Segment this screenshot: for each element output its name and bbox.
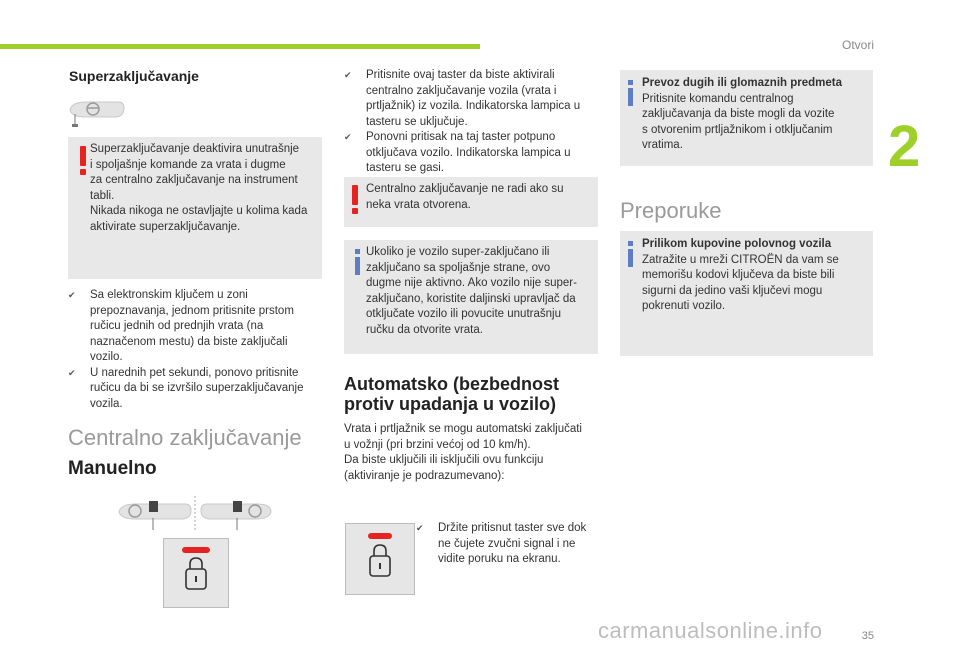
bullet-line: ✔ Sa elektronskim ključem u zoni <box>90 289 248 301</box>
info-line: zaključano sa spoljašnje strane, ovo <box>366 261 551 274</box>
body-line: u vožnji (pri brzini većoj od 10 km/h). <box>344 438 531 451</box>
info-line: dugme nije aktivno. Ako vozilo nije super- <box>366 277 577 289</box>
info-line: sigurni da jedino vaši ključevi mogu <box>642 284 823 297</box>
info-icon-dot <box>628 80 633 85</box>
door-handles-icon <box>115 494 275 534</box>
info-icon <box>355 257 360 275</box>
hold-button-step <box>416 521 606 568</box>
body-line: (aktiviranje je podrazumevano): <box>344 469 505 482</box>
warning-line: i spoljašnje komande za vrata i dugme <box>90 158 286 171</box>
bullet-line: ručicu jednih od prednjih vrata (na <box>90 320 264 332</box>
warning-line: Nikada nikoga ne ostavljajte u kolima kada <box>90 205 308 217</box>
list-item <box>344 130 600 177</box>
body-line: Da biste uključili ili isključili ovu funkciju <box>344 454 544 466</box>
info-line: zaključavanja da biste mogli da vozite <box>642 108 835 120</box>
list-item <box>68 366 324 413</box>
info-line: zaključano, koristite daljinski upravljač da <box>366 292 576 305</box>
superlock-title: Superzaključavanje <box>69 68 199 84</box>
warning-icon-dot <box>352 208 358 214</box>
warning-line: neka vrata otvorena. <box>366 198 471 211</box>
info-icon <box>628 249 633 267</box>
bullet-line: tasteru se gasi. <box>366 162 444 174</box>
warning-line: Superzaključavanje deaktivira unutrašnje <box>90 143 300 155</box>
recommendations-title: Preporuke <box>620 198 722 223</box>
bullet-line: centralno zaključavanje vozila (vrata i <box>366 84 557 97</box>
bullet-line: vozilo. <box>90 351 123 363</box>
bullet-line: ✔ Ponovni pritisak na taj taster potpuno <box>366 131 556 143</box>
bullet-line: ručicu da bi se izvršilo superzaključavanje <box>90 382 304 394</box>
info-line: Zatražite u mreži CITROËN da vam se <box>642 253 839 266</box>
page-number: 35 <box>861 630 874 642</box>
info-line: s otvorenim prtljažnikom i otključanim <box>642 123 833 136</box>
superlock-steps <box>68 288 324 412</box>
info-icon-dot <box>628 241 633 246</box>
warning-line: za centralno zaključavanje na instrument <box>90 174 298 186</box>
auto-lock-title <box>344 374 559 414</box>
list-item <box>344 68 600 130</box>
top-accent-bar <box>0 44 480 49</box>
bullet-line: vozila. <box>90 397 123 410</box>
list-item <box>68 288 324 366</box>
central-lock-switch <box>163 538 229 608</box>
section-title: Otvori <box>841 38 874 52</box>
bullet-line: ✔ Držite pritisnut taster sve dok <box>438 522 587 534</box>
warning-line: aktivirate superzaključavanje. <box>90 220 241 233</box>
auto-lock-title-line: Automatsko (bezbednost <box>344 374 560 394</box>
bullet-line: ✔ U narednih pet sekundi, ponovo pritisnite <box>90 366 299 379</box>
watermark: carmanualsonline.info <box>598 618 823 643</box>
body-line: Vrata i prtljažnik se mogu automatski zaključati <box>344 423 582 435</box>
info-box-title: Prevoz dugih ili glomaznih predmeta <box>642 77 842 89</box>
bullet-line: prtljažnik) iz vozila. Indikatorska lampica u <box>366 100 581 112</box>
lock-icon <box>346 524 414 594</box>
info-line: Pritisnite komandu centralnog <box>642 92 794 105</box>
warning-line: Centralno zaključavanje ne radi ako su <box>366 183 564 195</box>
auto-lock-body <box>344 422 604 484</box>
bullet-line: prepoznavanja, jednom pritisnite prstom <box>90 304 294 317</box>
bullet-line: naznačenom mestu) da biste zaključali <box>90 335 288 348</box>
warning-icon <box>80 146 86 166</box>
warning-line: tabli. <box>90 189 115 202</box>
door-handle-touch-icon <box>66 96 126 130</box>
superlock-warning-box <box>68 137 322 279</box>
bullet-line: ✔ Pritisnite ovaj taster da biste aktivirali <box>366 69 555 81</box>
info-line: otključate vozilo ili povucite unutrašnju <box>366 308 561 320</box>
info-line: Ukoliko je vozilo super-zaključano ili <box>366 246 550 258</box>
info-line: pokrenuti vozilo. <box>642 300 726 312</box>
list-item <box>416 521 606 568</box>
bullet-line: ne čujete zvučni signal i ne <box>438 537 576 550</box>
bullet-line: tasteru se uključuje. <box>366 115 468 128</box>
auto-lock-switch <box>345 523 415 595</box>
bullet-line: otključava vozilo. Indikatorska lampica u <box>366 146 571 159</box>
info-line: memorišu kodovi ključeva da biste bili <box>642 269 835 281</box>
info-icon-dot <box>355 249 360 254</box>
central-lock-info-box <box>344 240 598 354</box>
used-car-info-box <box>620 231 873 356</box>
info-line: ručku da otvorite vrata. <box>366 323 483 336</box>
info-line: vratima. <box>642 139 683 151</box>
info-box-title: Prilikom kupovine polovnog vozila <box>642 238 832 250</box>
central-lock-steps <box>344 68 600 177</box>
bullet-line: vidite poruku na ekranu. <box>438 553 561 565</box>
lock-icon <box>164 539 228 607</box>
info-icon <box>628 88 633 106</box>
warning-icon <box>352 185 358 205</box>
long-objects-info-box <box>620 70 873 166</box>
auto-lock-title-line: protiv upadanja u vozilo) <box>344 394 557 414</box>
manual-subtitle: Manuelno <box>68 458 157 479</box>
central-lock-warning-box <box>344 177 598 227</box>
warning-icon-dot <box>80 169 86 175</box>
chapter-number: 2 <box>888 114 921 179</box>
central-locking-title: Centralno zaključavanje <box>68 425 302 450</box>
